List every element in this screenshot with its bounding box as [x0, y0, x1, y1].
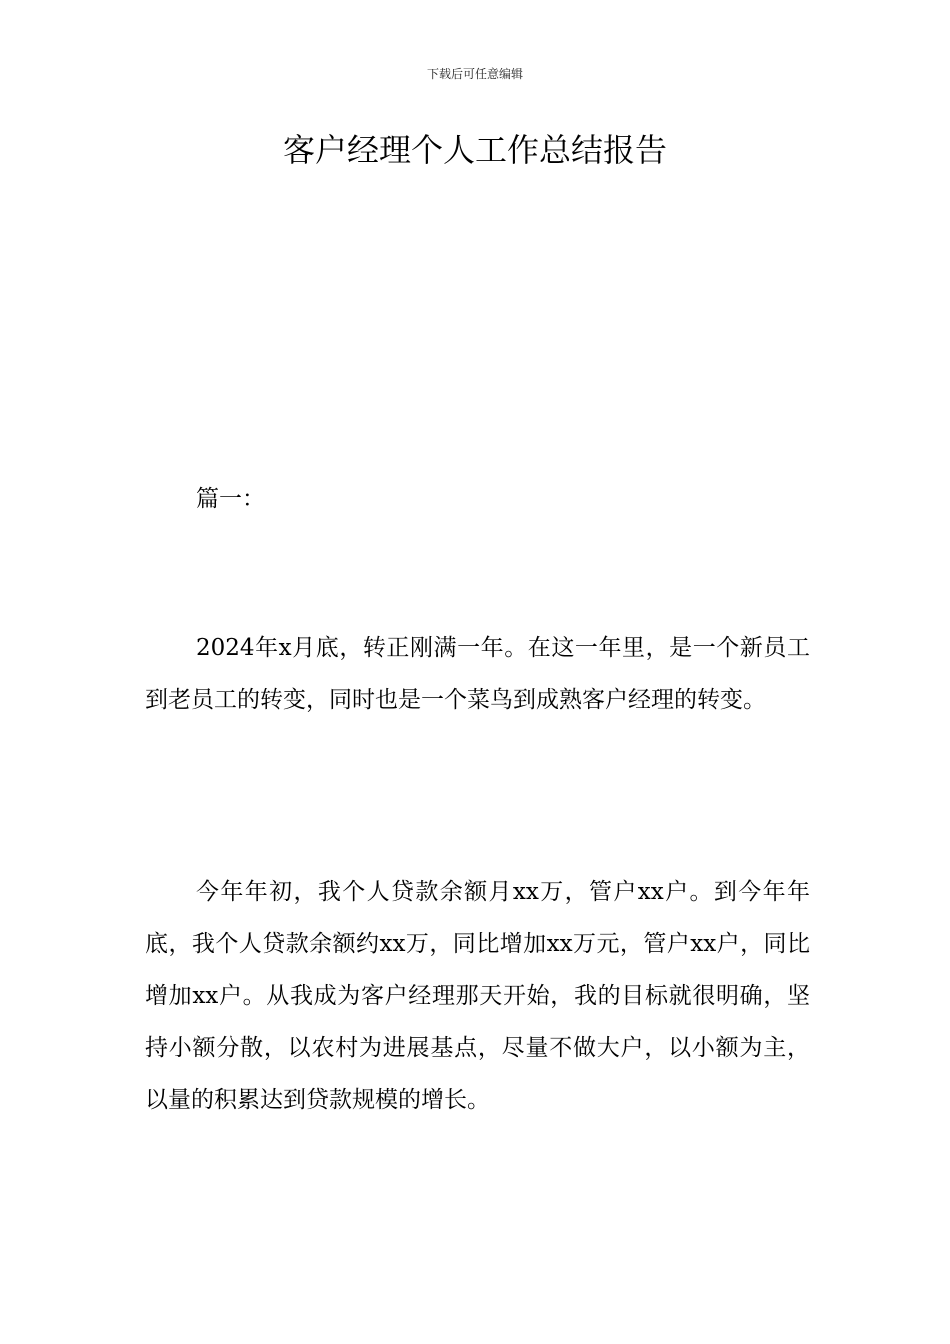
- section-label: 篇一：: [196, 486, 265, 512]
- header-note: 下载后可任意编辑: [426, 67, 523, 81]
- paragraph-2: 今年年初，我个人贷款余额月xx万，管户xx户。到今年年底，我个人贷款余额约xx万，同比增加xx万元，管户xx户，同比增加xx户。从我成为客户经理那天开始，我的目标就很明确，坚持小额分散，以农村为进展基点，尽量不做大户，以小额为主，以量的积累达到贷款规模的增长。: [145, 879, 810, 1113]
- paragraph-1: 2024年x月底，转正刚满一年。在这一年里，是一个新员工到老员工的转变，同时也是一个菜鸟到成熟客户经理的转变。: [145, 635, 810, 713]
- document-title: 客户经理个人工作总结报告: [282, 131, 667, 169]
